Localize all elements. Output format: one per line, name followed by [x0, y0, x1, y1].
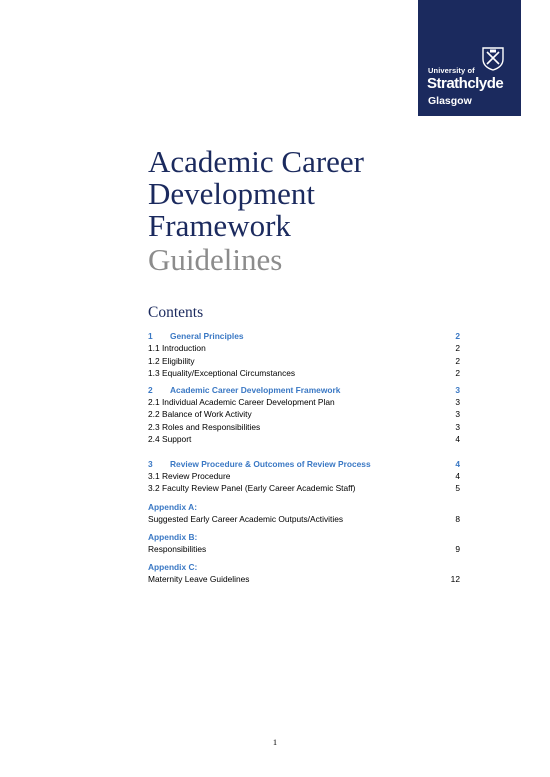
toc-number: 1.1 [148, 343, 160, 354]
toc-label: Support [161, 434, 192, 445]
toc-page: 2 [455, 355, 460, 366]
toc-page: 3 [455, 409, 460, 420]
toc-page: 9 [455, 544, 460, 555]
title-line-3: Framework [148, 208, 291, 243]
toc-number: 3.2 [148, 483, 160, 494]
toc-section-1[interactable] [148, 330, 463, 342]
toc-number: 3.1 [148, 470, 160, 481]
appendix-b-heading: Appendix B: [148, 532, 198, 543]
toc-label: Review Procedure & Outcomes of Review Process [170, 458, 371, 469]
toc-label: Roles and Responsibilities [161, 421, 261, 432]
logo-line-3: Glasgow [428, 95, 472, 107]
toc-label: Eligibility [161, 355, 195, 366]
toc-entry-2-4[interactable] [148, 433, 463, 445]
toc-entry-2-3[interactable] [148, 421, 463, 433]
contents-heading: Contents [148, 304, 204, 321]
university-logo [418, 0, 521, 116]
toc-label: Academic Career Development Framework [170, 384, 341, 395]
toc-section-3[interactable] [148, 458, 463, 470]
toc-page: 12 [450, 574, 460, 585]
toc-page: 2 [455, 343, 460, 354]
toc-page: 8 [455, 513, 460, 524]
toc-number: 2.2 [148, 409, 160, 420]
toc-appendix-c[interactable] [148, 573, 463, 585]
toc-number: 1.2 [148, 355, 160, 366]
appendix-c-heading: Appendix C: [148, 562, 198, 573]
toc-page: 2 [455, 331, 460, 341]
toc-page: 2 [455, 368, 460, 379]
toc-page: 3 [455, 384, 460, 395]
toc-entry-1-1[interactable] [148, 342, 463, 354]
toc-entry-3-2[interactable] [148, 482, 463, 494]
toc-label: Faculty Review Panel (Early Career Academic Staff) [161, 483, 356, 494]
toc-number: 2 [148, 384, 153, 395]
toc-number: 3 [148, 458, 153, 469]
toc-number: 2.4 [148, 434, 160, 445]
toc-label: Maternity Leave Guidelines [148, 574, 250, 585]
logo-line-2: Strathclyde [427, 75, 504, 92]
toc-label: Review Procedure [161, 470, 231, 481]
toc-number: 2.3 [148, 421, 160, 432]
toc-number: 1.3 [148, 368, 160, 379]
toc-page: 3 [455, 421, 460, 432]
toc-entry-2-2[interactable] [148, 408, 463, 420]
toc-entry-2-1[interactable] [148, 396, 463, 408]
toc-label: Individual Academic Career Development Plan [161, 396, 335, 407]
toc-appendix-a[interactable] [148, 513, 463, 525]
toc-page: 3 [455, 396, 460, 407]
title-line-1: Academic Career [148, 144, 365, 179]
toc-page: 4 [455, 434, 460, 445]
logo-line-1: University of [428, 66, 475, 75]
crest-icon [482, 47, 504, 71]
toc-number: 2.1 [148, 396, 160, 407]
toc-number: 1 [148, 331, 153, 341]
page-number: 1 [272, 737, 278, 747]
toc-label: General Principles [170, 331, 244, 341]
toc-page: 4 [455, 458, 460, 469]
title-line-2: Development [148, 176, 316, 211]
toc-label: Introduction [161, 343, 206, 354]
toc-label: Equality/Exceptional Circumstances [161, 368, 296, 379]
toc-section-2[interactable] [148, 384, 463, 396]
document-title [148, 146, 364, 276]
toc-label: Balance of Work Activity [161, 409, 252, 420]
toc-page: 4 [455, 470, 460, 481]
appendix-a-heading: Appendix A: [148, 501, 198, 512]
toc-label: Suggested Early Career Academic Outputs/Activities [148, 513, 344, 524]
table-of-contents [148, 330, 463, 586]
toc-label: Responsibilities [148, 544, 207, 555]
toc-entry-1-2[interactable] [148, 355, 463, 367]
toc-appendix-b[interactable] [148, 543, 463, 555]
toc-entry-3-1[interactable] [148, 470, 463, 482]
toc-page: 5 [455, 483, 460, 494]
document-subtitle: Guidelines [148, 242, 283, 277]
toc-entry-1-3[interactable] [148, 367, 463, 379]
